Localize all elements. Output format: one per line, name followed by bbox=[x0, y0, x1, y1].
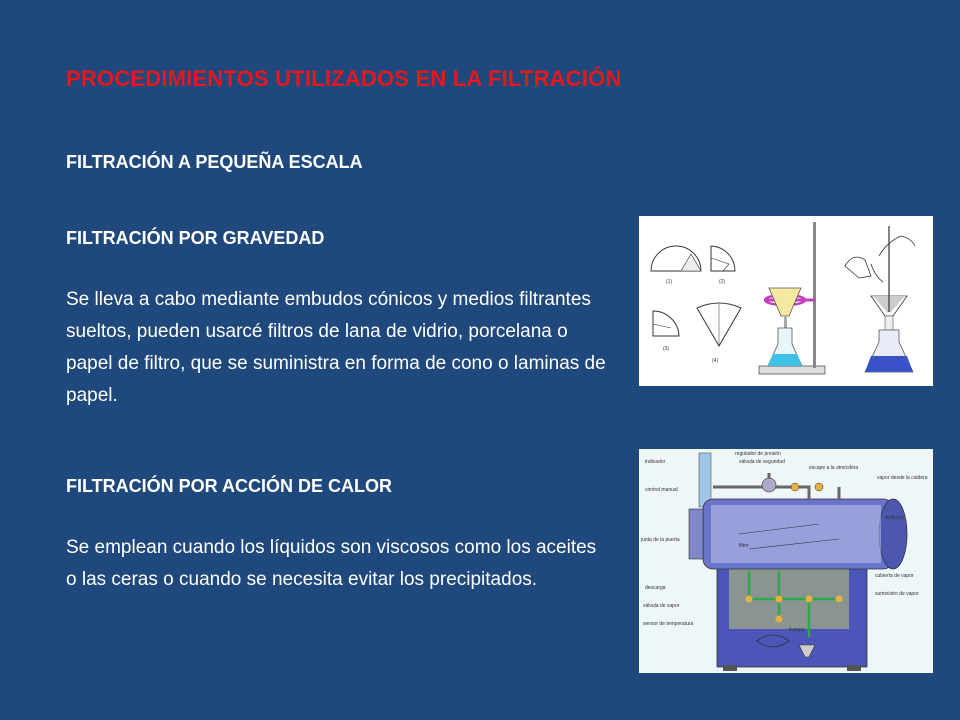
heat-paragraph: Se emplean cuando los líquidos son viscosos como los aceites o las ceras o cuando se necesita evitar los precipitados. bbox=[66, 537, 597, 590]
autoclave-label-safety-valve: válvula de seguridad bbox=[739, 459, 785, 465]
gravity-filtration-illustration bbox=[639, 216, 933, 386]
fig-label-3: (3) bbox=[663, 346, 670, 352]
section-heading-gravity: FILTRACIÓN POR GRAVEDAD bbox=[66, 228, 325, 248]
gravity-filtration-figure bbox=[639, 216, 933, 386]
autoclave-label-drain: descarga bbox=[645, 585, 666, 591]
autoclave-label-door-seal: junta de la puerta bbox=[641, 537, 680, 543]
fig-label-4: (4) bbox=[712, 358, 719, 364]
autoclave-label-steam-supply: suministro de vapor bbox=[875, 591, 919, 597]
slide-title: PROCEDIMIENTOS UTILIZADOS EN LA FILTRACIÓN bbox=[66, 66, 622, 91]
autoclave-label-pressure-regulator: regulador de presión bbox=[735, 451, 781, 457]
autoclave-label-steam-valve: válvula de vapor bbox=[643, 603, 680, 609]
gravity-paragraph: Se lleva a cabo mediante embudos cónicos y medios filtrantes sueltos, pueden usarcé filtros de lana de vidrio, porcelana o papel de filtro, que se suministra en forma de cono o laminas de papel. bbox=[66, 289, 606, 406]
section-heading-small-scale: FILTRACIÓN A PEQUEÑA ESCALA bbox=[66, 152, 363, 172]
fig-label-2: (2) bbox=[719, 279, 726, 285]
autoclave-label-atmosphere-exhaust: escape a la atmósfera bbox=[809, 465, 859, 471]
autoclave-label-filter: filtro bbox=[739, 543, 749, 549]
autoclave-label-deflector: deflector bbox=[885, 515, 905, 521]
autoclave-label-steam-jacket: cubierta de vapor bbox=[875, 573, 914, 579]
autoclave-label-steam-from-boiler: vapor desde la caldera bbox=[877, 475, 928, 481]
autoclave-label-manual-control: control manual bbox=[645, 487, 678, 493]
autoclave-illustration bbox=[639, 449, 933, 673]
autoclave-label-indicator: indicador bbox=[645, 459, 666, 465]
heat-filtration-figure bbox=[639, 449, 933, 673]
autoclave-label-trap: trampa bbox=[789, 627, 805, 633]
fig-label-1: (1) bbox=[666, 279, 673, 285]
section-heading-heat: FILTRACIÓN POR ACCIÓN DE CALOR bbox=[66, 476, 392, 496]
autoclave-label-temperature-sensor: sensor de temperatura bbox=[643, 621, 694, 627]
